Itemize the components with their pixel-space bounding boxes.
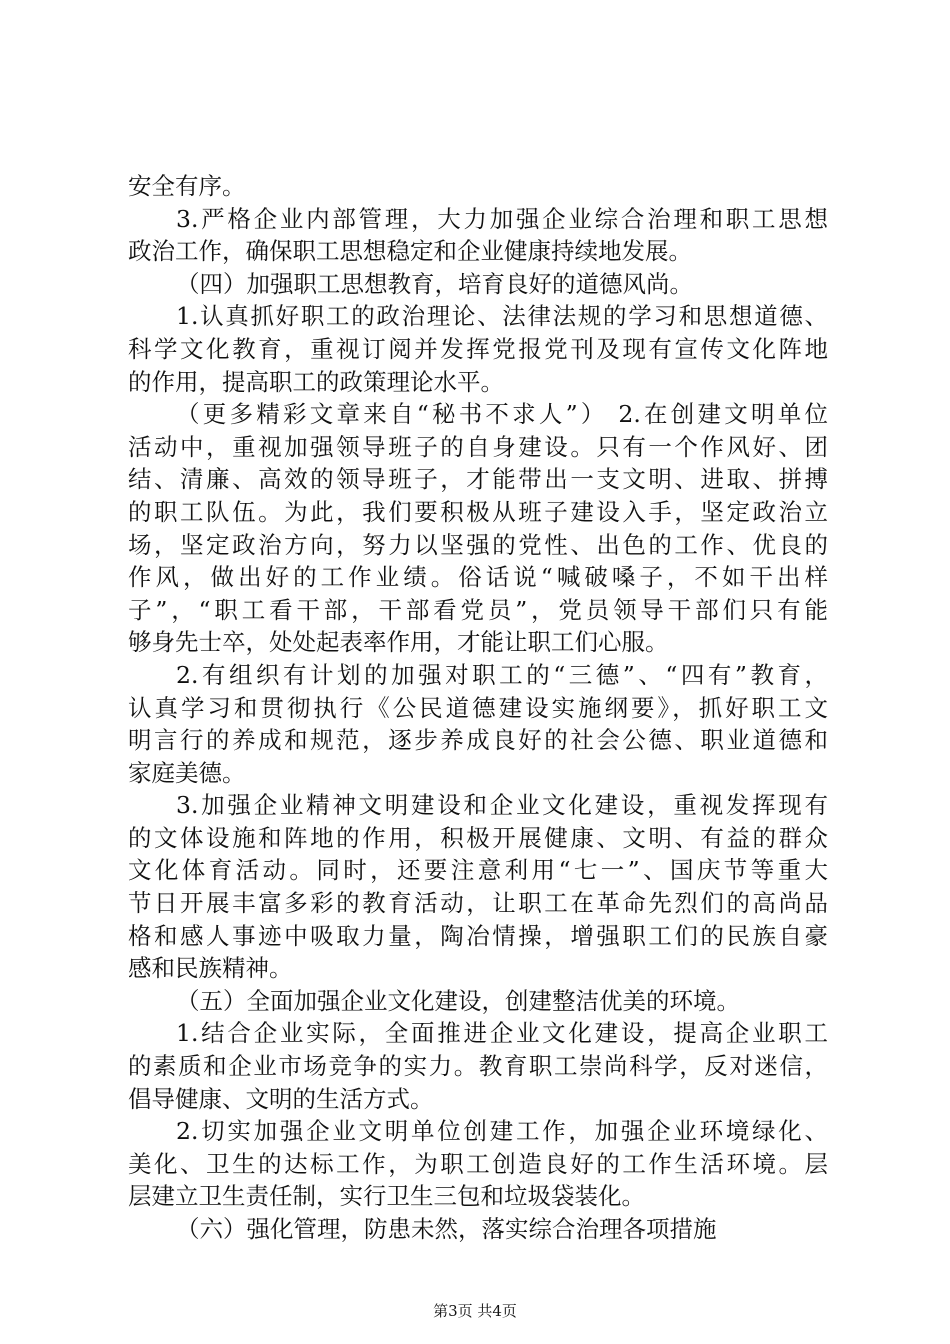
- text-line: 认真学习和贯彻执行《公民道德建设实施纲要》，抓好职工文: [128, 693, 828, 722]
- text-line: 安全有序。: [128, 172, 246, 200]
- text-line: 子”，“职工看干部，干部看党员”，党员领导干部们只有能: [128, 595, 828, 624]
- text-line: 2.有组织有计划的加强对职工的“三德”、“四有”教育，: [176, 660, 828, 689]
- text-line: 格和感人事迹中吸取力量，陶冶情操，增强职工们的民族自豪: [128, 921, 828, 950]
- text-line: （五）全面加强企业文化建设，创建整洁优美的环境。: [176, 986, 740, 1015]
- text-line: 3.加强企业精神文明建设和企业文化建设，重视发挥现有: [176, 791, 828, 820]
- text-line: 1.结合企业实际，全面推进企业文化建设，提高企业职工: [176, 1019, 828, 1048]
- text-line: 明言行的养成和规范，逐步养成良好的社会公德、职业道德和: [128, 726, 828, 755]
- text-line: 节日开展丰富多彩的教育活动，让职工在革命先烈们的高尚品: [128, 889, 828, 918]
- text-line: （更多精彩文章来自“秘书不求人”） 2.在创建文明单位: [176, 400, 828, 429]
- text-line: 结、清廉、高效的领导班子，才能带出一支文明、进取、拼搏: [128, 465, 828, 494]
- page-number: 第3页 共4页: [433, 1302, 517, 1320]
- text-line: 倡导健康、文明的生活方式。: [128, 1084, 434, 1113]
- text-line: （四）加强职工思想教育，培育良好的道德风尚。: [176, 269, 693, 298]
- text-line: 美化、卫生的达标工作，为职工创造良好的工作生活环境。层: [128, 1149, 828, 1178]
- text-line: 3.严格企业内部管理，大力加强企业综合治理和职工思想: [176, 204, 828, 233]
- document-body: [128, 170, 828, 1246]
- text-line: 感和民族精神。: [128, 954, 293, 983]
- text-line: 的职工队伍。为此，我们要积极从班子建设入手，坚定政治立: [128, 497, 828, 526]
- text-line: 2.切实加强企业文明单位创建工作，加强企业环境绿化、: [176, 1117, 828, 1146]
- text-line: 科学文化教育，重视订阅并发挥党报党刊及现有宣传文化阵地: [128, 334, 828, 363]
- text-line: （六）强化管理，防患未然，落实综合治理各项措施: [176, 1215, 717, 1243]
- text-line: 作风，做出好的工作业绩。俗话说“喊破嗓子，不如干出样: [128, 563, 828, 592]
- text-line: 家庭美德。: [128, 758, 246, 787]
- text-line: 的文体设施和阵地的作用，积极开展健康、文明、有益的群众: [128, 823, 828, 852]
- text-line: 活动中，重视加强领导班子的自身建设。只有一个作风好、团: [128, 432, 828, 461]
- text-line: 够身先士卒，处处起表率作用，才能让职工们心服。: [128, 628, 669, 657]
- text-line: 的作用，提高职工的政策理论水平。: [128, 367, 504, 396]
- text-line: 政治工作，确保职工思想稳定和企业健康持续地发展。: [128, 237, 692, 266]
- text-line: 的素质和企业市场竞争的实力。教育职工崇尚科学，反对迷信，: [128, 1052, 828, 1081]
- text-line: 文化体育活动。同时，还要注意利用“七一”、国庆节等重大: [128, 856, 828, 885]
- text-line: 场，坚定政治方向，努力以坚强的党性、出色的工作、优良的: [128, 530, 828, 559]
- text-line: 层建立卫生责任制，实行卫生三包和垃圾袋装化。: [128, 1182, 645, 1211]
- page-footer: [0, 1301, 950, 1321]
- text-line: 1.认真抓好职工的政治理论、法律法规的学习和思想道德、: [176, 302, 828, 331]
